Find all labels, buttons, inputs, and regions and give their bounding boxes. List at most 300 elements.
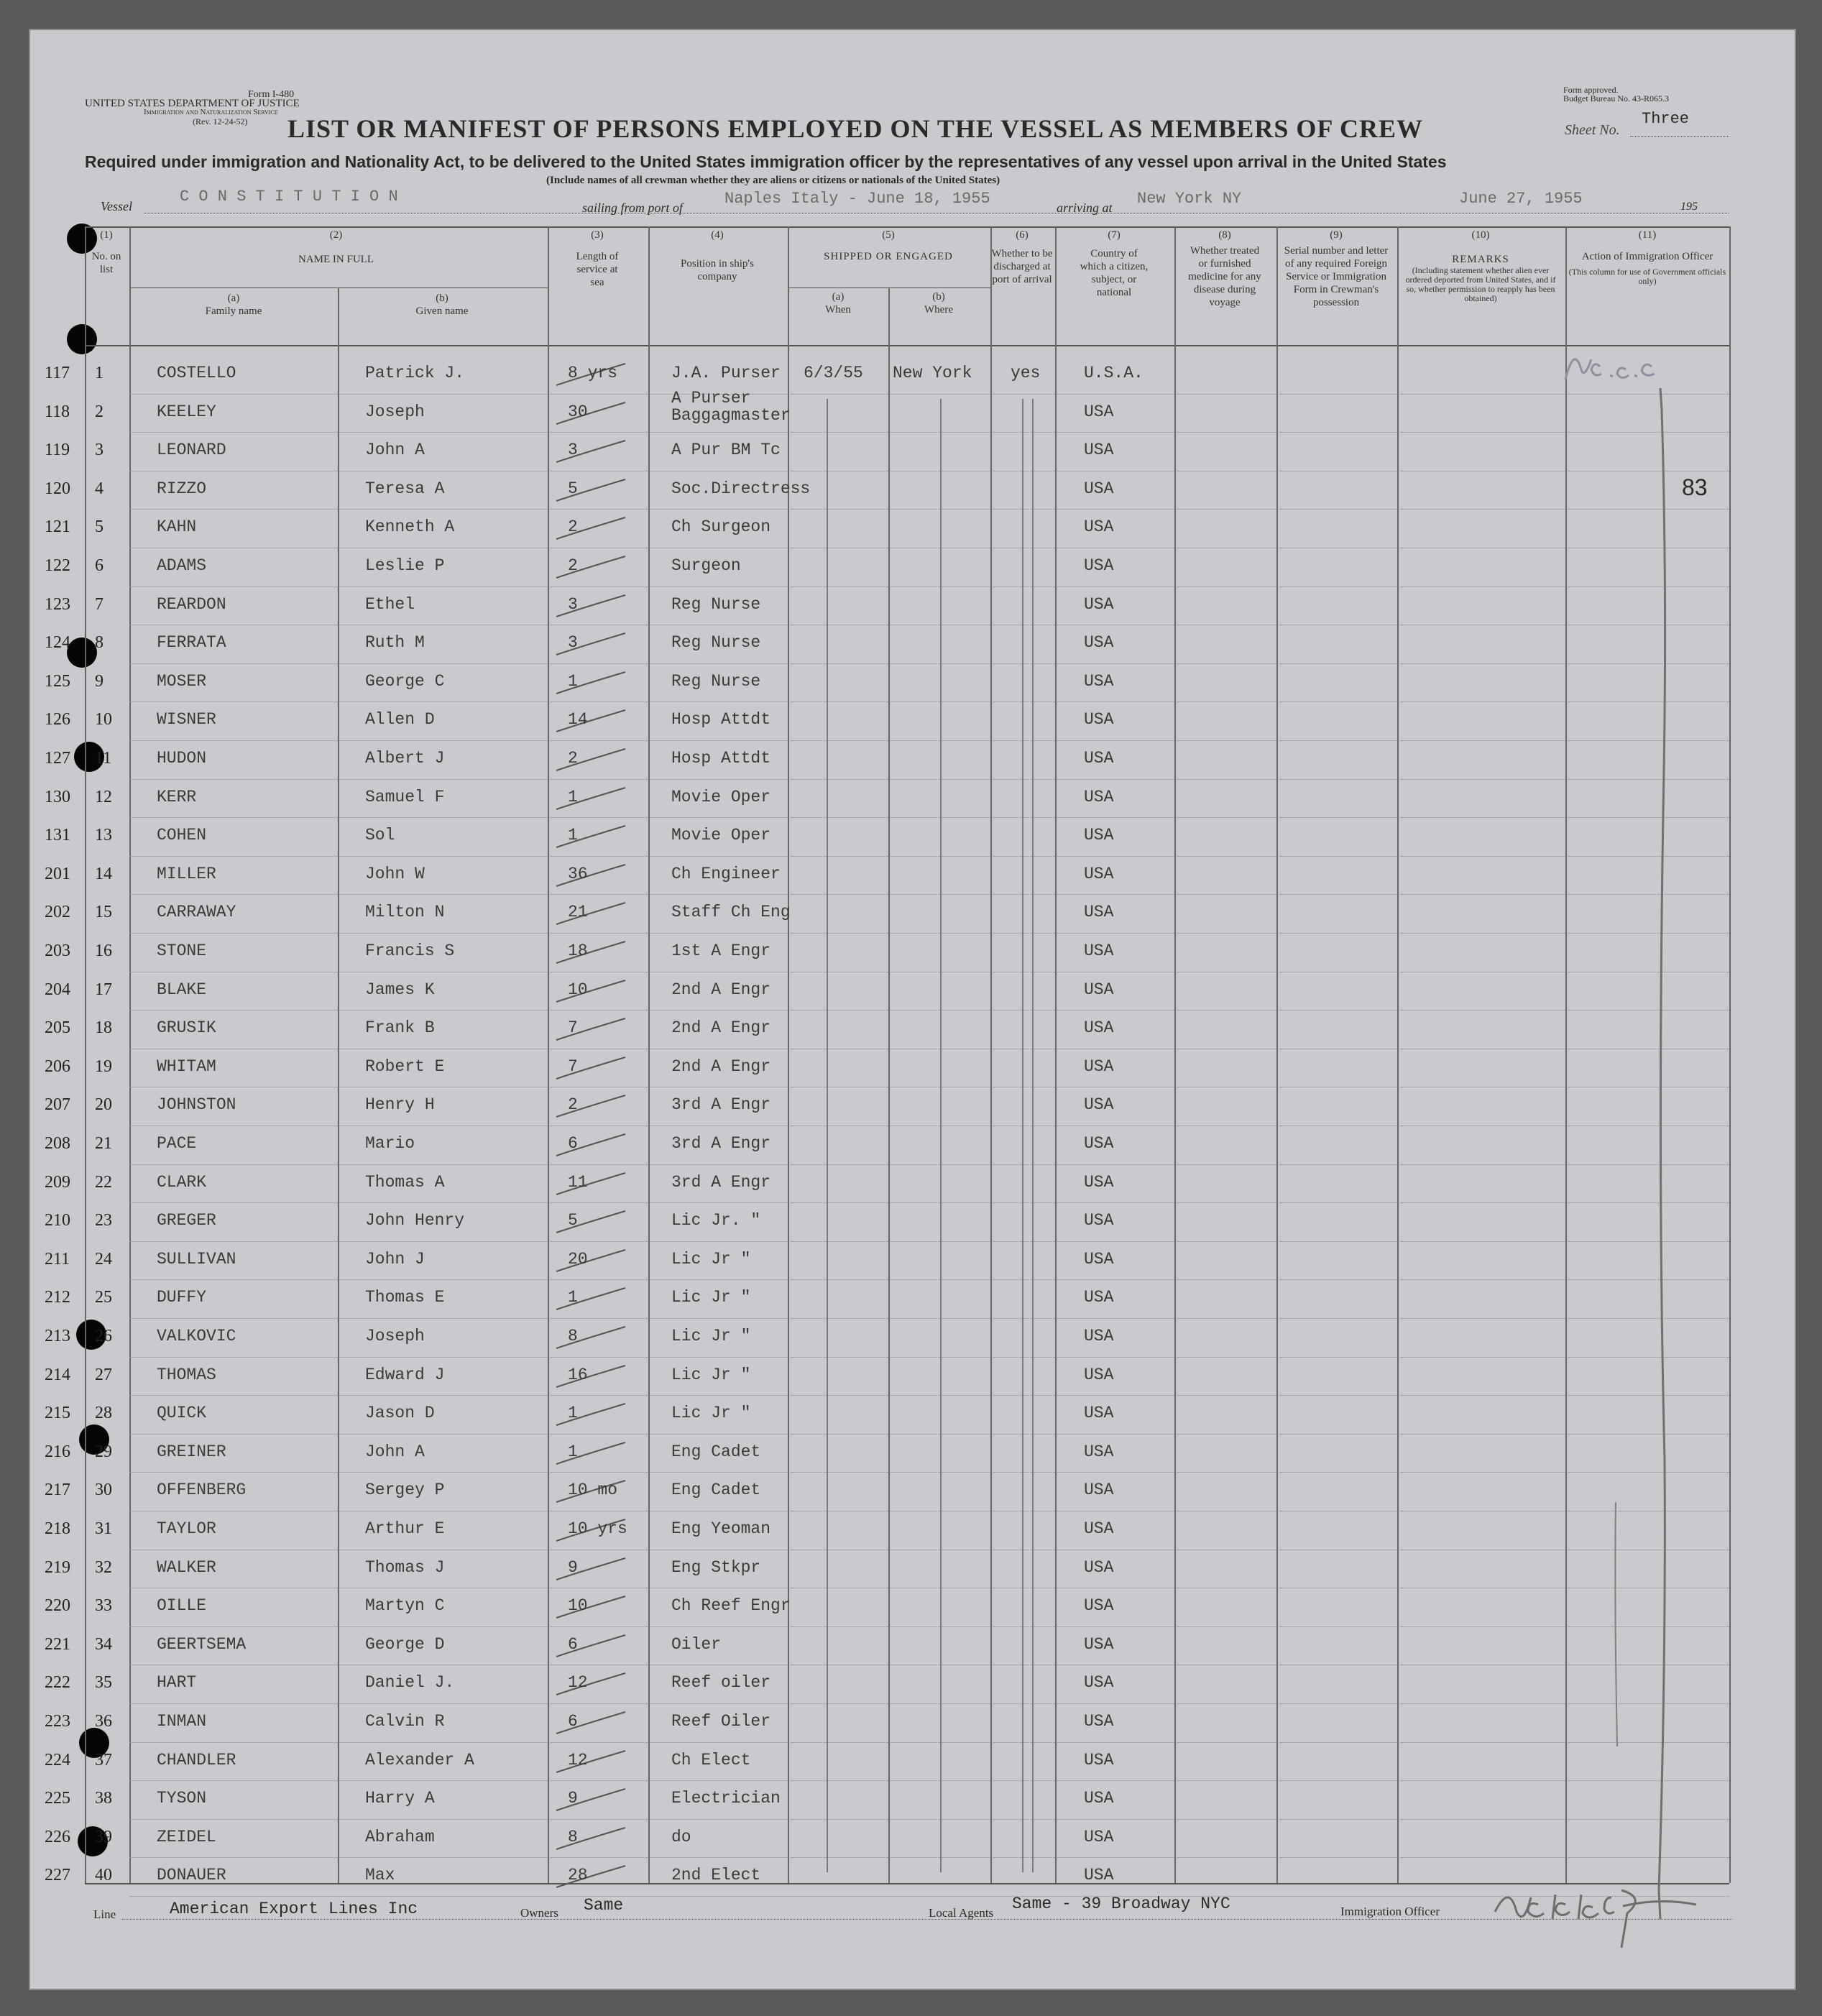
cell-country: USA [1084,1327,1114,1345]
cell-given: Joseph [365,1327,425,1345]
ditto-line [1022,399,1023,1872]
cell-no: 39 [95,1827,112,1846]
cell-id: 206 [45,1057,70,1076]
cell-id: 213 [45,1327,70,1345]
cell-family: JOHNSTON [157,1095,236,1115]
page-subtitle: Required under immigration and Nationality Act, to be delivered to the United States immigration officer by the representatives of any vessel upon arrival in the United States [85,152,1447,171]
col2a-head: (a) Family name [205,293,262,317]
cell-country: USA [1084,1519,1114,1538]
cell-country: USA [1084,1365,1114,1384]
row-rule [129,586,1729,587]
column-rule [1397,226,1399,1883]
cell-family: TYSON [157,1789,207,1808]
cell-service: 10 yrs [568,1519,627,1538]
cell-country: USA [1084,1288,1114,1307]
cell-no: 7 [95,594,103,614]
cell-id: 214 [45,1365,70,1384]
row-rule [129,1434,1729,1435]
cell-service: 7 [568,1057,578,1076]
cell-country: USA [1084,1712,1114,1731]
cell-position: Reef Oiler [671,1712,771,1731]
cell-service: 3 [568,594,578,614]
cell-id: 220 [45,1596,70,1616]
cell-country: USA [1084,633,1114,653]
check-mark [553,669,632,698]
department: UNITED STATES DEPARTMENT OF JUSTICE [85,98,300,109]
cell-given: Ethel [365,594,415,614]
col3-head: (3) Length of service at sea [576,229,619,288]
column-rule [1565,226,1567,1883]
cell-position: Lic Jr " [671,1365,751,1384]
column-rule [990,226,992,1883]
cell-no: 10 [95,710,112,729]
cell-country: USA [1084,1172,1114,1192]
col1-head: (1) No. on list [91,229,121,275]
sheet-label: Sheet No. [1565,122,1620,138]
check-mark [553,1863,632,1892]
cell-family: DUFFY [157,1288,207,1307]
column-rule [1276,226,1278,1883]
column-rule [85,226,86,1883]
cell-country: USA [1084,441,1114,460]
cell-no: 5 [95,517,103,537]
cell-given: Thomas E [365,1288,445,1307]
check-mark [553,900,632,929]
cell-no: 40 [95,1866,112,1885]
cell-no: 21 [95,1134,112,1153]
column-rule [129,226,131,1883]
cell-no: 8 [95,633,103,653]
owners-value: Same [584,1896,624,1915]
agents-label: Local Agents [929,1906,994,1920]
row-rule [129,1857,1729,1858]
cell-service: 5 [568,479,578,498]
row-rule [129,509,1729,510]
cell-no: 26 [95,1327,112,1345]
column-rule [1729,226,1731,1883]
check-mark [553,400,632,428]
cell-position: 2nd A Engr [671,1057,771,1076]
service-name: Immigration and Naturalization Service [144,108,278,116]
cell-no: 37 [95,1750,112,1769]
cell-country: USA [1084,826,1114,845]
cell-country: USA [1084,1750,1114,1769]
check-mark [553,477,632,505]
cell-service: 10 [568,980,588,999]
cell-service: 1 [568,1288,578,1307]
cell-country: U.S.A. [1084,364,1144,382]
column-rule [548,226,549,1883]
cell-country: USA [1084,942,1114,960]
cell-family: WISNER [157,710,216,729]
punch-hole [67,324,97,354]
cell-id: 123 [45,594,70,614]
revision: (Rev. 12-24-52) [193,116,248,126]
cell-position: Eng Yeoman [671,1519,771,1538]
year-suffix: 195 [1680,201,1698,213]
cell-given: Alexander A [365,1750,474,1769]
cell-service: 18 [568,942,588,960]
cell-position: 2nd A Engr [671,1018,771,1038]
row-rule [129,1279,1729,1280]
cell-given: Edward J [365,1365,445,1384]
cell-position: Movie Oper [671,826,771,845]
cell-family: KEELEY [157,402,216,421]
row-rule [129,1164,1729,1165]
check-mark [553,746,632,775]
cell-when: 6/3/55 [804,364,863,382]
cell-no: 16 [95,942,112,960]
cell-position: 3rd A Engr [671,1172,771,1192]
cell-country: USA [1084,1404,1114,1423]
cell-no: 19 [95,1057,112,1076]
cell-no: 15 [95,903,112,922]
cell-country: USA [1084,1057,1114,1076]
cell-position: Lic Jr " [671,1249,751,1269]
cell-no: 12 [95,787,112,806]
cell-no: 13 [95,826,112,845]
cell-no: 11 [95,749,112,768]
cell-id: 205 [45,1018,70,1038]
cell-country: USA [1084,1634,1114,1654]
cell-family: INMAN [157,1712,207,1731]
cell-position: 2nd Elect [671,1866,761,1885]
cell-family: OFFENBERG [157,1481,247,1500]
cell-service: 2 [568,517,578,537]
cell-id: 122 [45,556,70,575]
cell-country: USA [1084,1789,1114,1808]
row-rule [129,1010,1729,1011]
check-mark [553,630,632,659]
cell-no: 34 [95,1634,112,1654]
vessel-label: Vessel [101,199,132,213]
column-rule [1055,226,1057,1883]
cell-id: 222 [45,1673,70,1693]
check-mark [553,977,632,1006]
check-mark [553,1593,632,1622]
check-mark [553,1748,632,1777]
row-rule [129,1742,1729,1743]
cell-position: Reg Nurse [671,633,761,653]
check-mark [553,592,632,621]
check-mark [553,515,632,543]
check-mark [553,1285,632,1314]
sheet-number: Three [1642,110,1690,128]
check-mark [553,1555,632,1584]
ditto-line [1032,399,1034,1872]
vessel-name: C O N S T I T U T I O N [180,188,398,206]
cell-family: DONAUER [157,1866,226,1885]
cell-family: THOMAS [157,1365,216,1384]
cell-given: Joseph [365,402,425,421]
cell-family: KERR [157,787,197,806]
cell-family: CLARK [157,1172,207,1192]
cell-family: QUICK [157,1404,207,1423]
cell-position: Reef oiler [671,1673,771,1693]
cell-country: USA [1084,980,1114,999]
cell-position: Ch Elect [671,1750,751,1769]
row-rule [129,432,1729,433]
cell-position: A Purser Baggagmaster [671,388,791,425]
col9-head: (9) Serial number and letter of any required Foreign Service or Immigration Form in Crewman's possession [1284,229,1389,308]
cell-country: USA [1084,517,1114,537]
cell-id: 119 [45,441,70,460]
cell-no: 1 [95,364,103,382]
cell-id: 212 [45,1288,70,1307]
cell-id: 201 [45,864,70,883]
cell-service: 12 [568,1673,588,1693]
cell-country: USA [1084,479,1114,498]
cell-family: SULLIVAN [157,1249,236,1269]
cell-family: GREGER [157,1211,216,1230]
cell-service: 11 [568,1172,588,1192]
cell-id: 217 [45,1481,70,1500]
cell-country: USA [1084,1211,1114,1230]
cell-position: Soc.Directress [671,479,811,498]
cell-id: 221 [45,1634,70,1654]
cell-service: 1 [568,1442,578,1461]
cell-no: 6 [95,556,103,575]
cell-id: 216 [45,1442,70,1461]
cell-id: 215 [45,1404,70,1423]
include-note: (Include names of all crewman whether they are aliens or citizens or nationals of the United States) [546,175,1000,186]
cell-given: George C [365,671,445,691]
cell-service: 21 [568,903,588,922]
row-rule [129,933,1729,934]
cell-position: J.A. Purser [671,364,781,382]
cell-country: USA [1084,1827,1114,1846]
cell-given: Teresa A [365,479,445,498]
cell-position: do [671,1827,691,1846]
ditto-line [940,399,942,1872]
row-rule [129,1357,1729,1358]
cell-id: 131 [45,826,70,845]
cell-country: USA [1084,671,1114,691]
cell-position: Movie Oper [671,787,771,806]
cell-position: 1st A Engr [671,942,771,960]
col5a-head: (a) When [825,291,851,316]
cell-service: 2 [568,1095,578,1115]
sheet-underline [1630,136,1729,137]
cell-no: 38 [95,1789,112,1808]
cell-family: STONE [157,942,207,960]
row-rule [129,1626,1729,1627]
check-mark [553,1247,632,1276]
cell-family: GREINER [157,1442,226,1461]
cell-given: Jason D [365,1404,435,1423]
check-mark [553,1363,632,1391]
cell-position: A Pur BM Tc [671,441,781,460]
punch-hole [67,638,97,668]
cell-given: Abraham [365,1827,435,1846]
cell-no: 35 [95,1673,112,1693]
sailing-label: sailing from port of [582,201,683,215]
check-mark [553,785,632,814]
cell-position: Lic Jr " [671,1288,751,1307]
row-rule [129,663,1729,664]
cell-given: Calvin R [365,1712,445,1731]
cell-given: John A [365,1442,425,1461]
cell-id: 120 [45,479,70,498]
cell-position: Eng Cadet [671,1442,761,1461]
officer-signature [1481,1869,1725,1955]
cell-country: USA [1084,1557,1114,1577]
row-rule [129,1318,1729,1319]
cell-id: 118 [45,402,70,421]
cell-country: USA [1084,1596,1114,1616]
col5-head: (5) SHIPPED OR ENGAGED [824,229,953,262]
cell-given: Daniel J. [365,1673,455,1693]
check-mark [553,823,632,852]
cell-position: Ch Reef Engr [671,1596,791,1616]
row-rule [129,779,1729,780]
line-value: American Export Lines Inc [170,1900,418,1918]
cell-given: Leslie P [365,556,445,575]
cell-service: 9 [568,1789,578,1808]
cell-position: Lic Jr. " [671,1211,761,1230]
row-rule [129,1241,1729,1242]
officer-label: Immigration Officer [1340,1905,1440,1918]
row-rule [129,817,1729,818]
cell-family: MOSER [157,671,207,691]
cell-position: Ch Engineer [671,864,781,883]
cell-no: 22 [95,1172,112,1192]
row-rule [129,894,1729,895]
cell-id: 124 [45,633,70,653]
row-rule [129,1819,1729,1820]
cell-given: Thomas A [365,1172,445,1192]
col7-head: (7) Country of which a citizen, subject, or national [1080,229,1149,298]
cell-no: 3 [95,441,103,460]
cell-family: RIZZO [157,479,207,498]
cell-service: 20 [568,1249,588,1269]
cell-no: 24 [95,1249,112,1269]
check-mark [553,1092,632,1121]
cell-where: New York [893,364,972,382]
cell-given: John Henry [365,1211,465,1230]
cell-country: USA [1084,402,1114,421]
pencil-bracket-line [1588,381,1675,1962]
cell-service: 7 [568,1018,578,1038]
col4-head: (4) Position in ship's company [681,229,754,282]
cell-no: 31 [95,1519,112,1538]
cell-no: 36 [95,1712,112,1731]
check-mark [553,1786,632,1815]
cell-family: PACE [157,1134,197,1153]
cell-service: 36 [568,864,588,883]
cell-given: James K [365,980,435,999]
cell-service: 28 [568,1866,588,1885]
row-rule [129,1472,1729,1473]
col2-head: (2) NAME IN FULL [298,229,374,265]
column-rule [888,287,890,1883]
check-mark [553,862,632,890]
cell-id: 211 [45,1249,70,1269]
check-mark [553,553,632,582]
cell-given: Kenneth A [365,517,455,537]
cell-position: Staff Ch Eng [671,903,791,922]
cell-service: 6 [568,1712,578,1731]
cell-service: 5 [568,1211,578,1230]
cell-country: USA [1084,903,1114,922]
cell-no: 30 [95,1481,112,1500]
cell-no: 2 [95,402,103,421]
cell-id: 223 [45,1712,70,1731]
cell-country: USA [1084,864,1114,883]
cell-service: 2 [568,556,578,575]
cell-given: Milton N [365,903,445,922]
check-mark [553,707,632,736]
cell-no: 28 [95,1404,112,1423]
cell-country: USA [1084,1249,1114,1269]
cell-given: Frank B [365,1018,435,1038]
cell-family: FERRATA [157,633,226,653]
cell-service: 2 [568,749,578,768]
cell-service: 12 [568,1750,588,1769]
cell-given: Francis S [365,942,455,960]
cell-given: Allen D [365,710,435,729]
cell-country: USA [1084,1866,1114,1885]
budget-bureau: Budget Bureau No. 43-R065.3 [1563,93,1669,103]
cell-country: USA [1084,710,1114,729]
cell-family: MILLER [157,864,216,883]
check-mark [553,1208,632,1237]
cell-family: HUDON [157,749,207,768]
cell-service: 3 [568,633,578,653]
cell-id: 226 [45,1827,70,1846]
arrival-date: June 27, 1955 [1459,190,1583,208]
cell-no: 27 [95,1365,112,1384]
cell-given: Harry A [365,1789,435,1808]
cell-id: 208 [45,1134,70,1153]
cell-position: Reg Nurse [671,594,761,614]
cell-service: 1 [568,671,578,691]
cell-service: 8 [568,1327,578,1345]
cell-family: GEERTSEMA [157,1634,247,1654]
cell-family: ZEIDEL [157,1827,216,1846]
cell-position: Lic Jr " [671,1327,751,1345]
cell-id: 225 [45,1789,70,1808]
cell-service: 14 [568,710,588,729]
cell-family: GRUSIK [157,1018,216,1038]
cell-service: 6 [568,1134,578,1153]
row-rule [129,1395,1729,1396]
cell-id: 210 [45,1211,70,1230]
cell-no: 18 [95,1018,112,1038]
cell-country: USA [1084,594,1114,614]
cell-no: 20 [95,1095,112,1115]
cell-id: 207 [45,1095,70,1115]
cell-position: Hosp Attdt [671,710,771,729]
cell-family: WHITAM [157,1057,216,1076]
cell-given: Sergey P [365,1481,445,1500]
cell-given: Robert E [365,1057,445,1076]
col8-head: (8) Whether treated or furnished medicine for any disease during voyage [1188,229,1261,308]
cell-id: 203 [45,942,70,960]
cell-family: COSTELLO [157,364,236,382]
row-rule [129,740,1729,741]
cell-country: USA [1084,749,1114,768]
cell-country: USA [1084,1095,1114,1115]
cell-family: ADAMS [157,556,207,575]
col2b-head: (b) Given name [415,293,469,317]
col11-head: (11) Action of Immigration Officer (This column for use of Government officials only) [1568,229,1726,286]
cell-position: Ch Surgeon [671,517,771,537]
cell-no: 29 [95,1442,112,1461]
col6-head: (6) Whether to be discharged at port of arrival [991,229,1053,285]
check-mark [553,1670,632,1699]
cell-no: 17 [95,980,112,999]
